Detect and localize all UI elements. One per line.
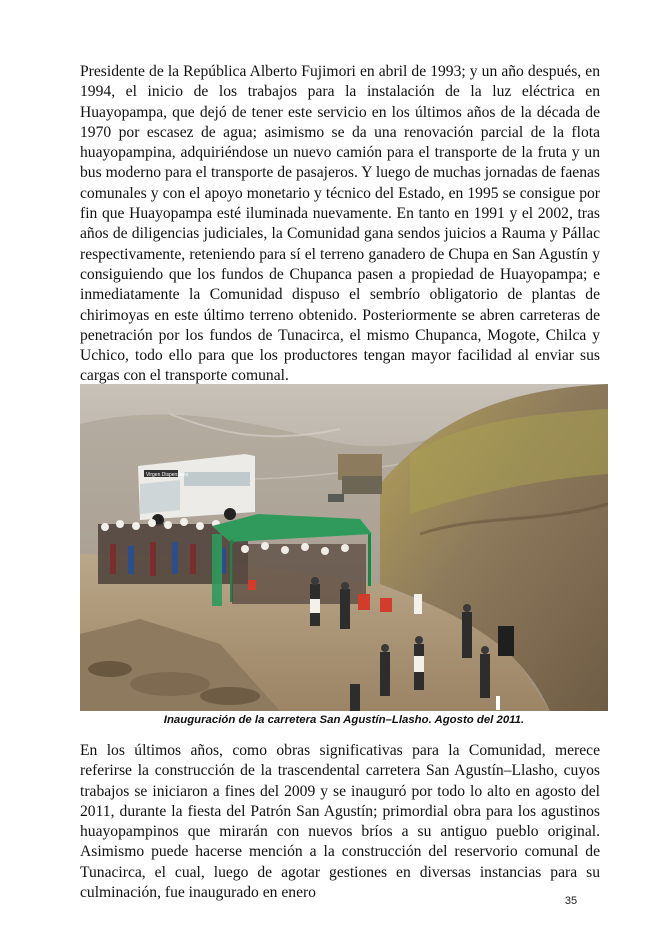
body-paragraph-1: Presidente de la República Alberto Fujimori en abril de 1993; y un año después, en 1994, el inicio de los trabajos para la instalación de la luz eléctrica en Huayopampa, que dejó de tener este servicio en los últimos años de la década de 1970 por escasez de agua; asimismo se da una renovación parcial de la flota huayopampina, adquiriéndose un nuevo camión para el transporte de la fruta y un bus moderno para el transporte de pasajeros. Y luego de muchas jornadas de faenas comunales y con el apoyo monetario y técnico del Estado, en 1995 se consigue por fin que Huayopampa esté iluminada nuevamente. En tanto en 1991 y el 2002, tras años de diligencias judiciales, la Comunidad gana sendos juicios a Rauma y Pállac respectivamente, reteniendo para sí el terreno ganadero de Chupa en San Agustín y consiguiendo que los fundos de Chupanca pasen a propiedad de Huayopampa; e inmediatamente la Comunidad dispuso el sembrío obligatorio de plantas de chirimoyas en este último terreno obtenido. Posteriormente se abren carreteras de penetración por los fundos de Tunacirca, el mismo Chupanca, Mogote, Chilca y Uchico, todo ello para que los productores tengan mayor facilidad al enviar sus cargas con el transporte comunal. (80, 63, 600, 385)
figure-caption: Inauguración de la carretera San Agustín–Llasho. Agosto del 2011. (163, 714, 525, 726)
photo-road-inauguration (80, 384, 608, 711)
bus-sign-text: Virgen Dispensario (146, 472, 189, 478)
page-number: 35 (564, 895, 578, 907)
body-paragraph-2: En los últimos años, como obras significativas para la Comunidad, merece referirse la construcción de la trascendental carretera San Agustín–Llasho, cuyos trabajos se iniciaron a fines del 2009 y se inauguró por todo lo alto en agosto del 2011, durante la fiesta del Patrón San Agustín; primordial obra para los agustinos huayopampinos que mirarán con nuevos bríos a su antiguo pueblo original. Asimismo puede hacerse mención a la construcción del reservorio comunal de Tunacirca, el cual, luego de agotar gestiones en diversas instancias para su culminación, fue inaugurado en enero (80, 742, 600, 902)
